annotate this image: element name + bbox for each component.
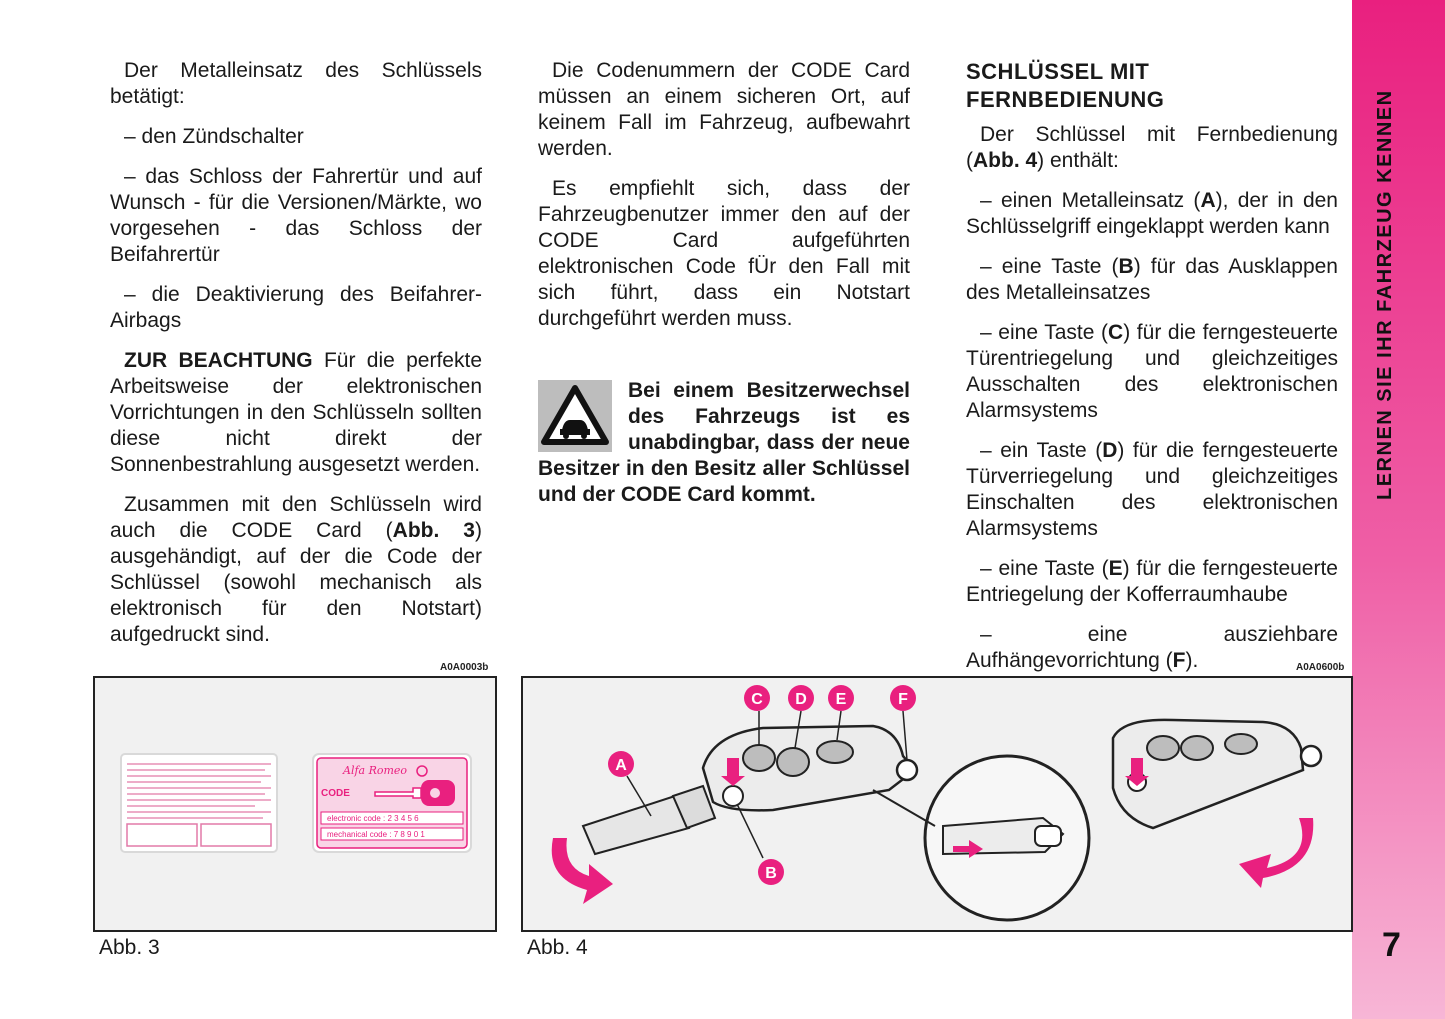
column-3 (966, 58, 1338, 688)
list-item (966, 254, 1338, 306)
text-fragment: ) für die ferngesteuerte Türentriegelung und gleichzeitiges Ausschalten des elektronischen Alarmsystems (966, 321, 1338, 422)
text-fragment: ) für das Ausklappen des Metalleinsatzes (966, 255, 1338, 304)
text-fragment: Zusammen mit den Schlüsseln wird auch die CODE Card ( (110, 493, 482, 542)
note-paragraph (110, 348, 482, 478)
card-brand: Alfa Romeo (343, 764, 408, 777)
list-item (966, 188, 1338, 240)
item-letter: D (1102, 439, 1118, 462)
label-e: E (835, 691, 847, 708)
paragraph (966, 122, 1338, 174)
paragraph: Es empfiehlt sich, dass der Fahrzeugbenutzer immer den auf der CODE Card aufgeführten elektronischen Code fÜr den Fall mit sich führt, dass ein Notstart durchgeführt werden muss. (538, 177, 910, 330)
chapter-sidebar (1352, 0, 1445, 1019)
list-item: – das Schloss der Fahrertür und auf Wunsch - für die Versionen/Märkte, wo vorgesehen - das Schloss der Beifahrertür (110, 165, 482, 266)
label-d: D (795, 691, 807, 708)
figure-code: A0A0600b (1296, 662, 1345, 673)
paragraph: Der Metalleinsatz des Schlüssels betätigt: (110, 59, 482, 108)
item-letter: F (1172, 649, 1186, 672)
text-fragment: ), der in den Schlüsselgriff eingeklappt werden kann (966, 189, 1338, 238)
text-fragment: – eine Taste ( (980, 255, 1119, 278)
column-1 (110, 58, 482, 662)
list-item (966, 622, 1338, 674)
heading-line: SCHLÜSSEL MIT (966, 59, 1150, 84)
text-fragment: – ein Taste ( (980, 439, 1103, 462)
text-fragment: ) ausgehändigt, auf der die Code der Schlüssel (sowohl mechanisch als elektronisch für den Notstart) aufgedruckt sind. (110, 519, 482, 646)
note-text: Für die perfekte Arbeitsweise der elektronischen Vorrichtungen in den Schlüsseln sollten diese nicht direkt der Sonnenbestrahlung ausgesetzt werden. (110, 349, 482, 476)
page-number: 7 (1382, 926, 1401, 964)
figure-caption: Abb. 3 (99, 936, 160, 959)
electronic-code: electronic code : 2 3 4 5 6 (327, 814, 419, 823)
heading-line: FERNBEDIENUNG (966, 87, 1165, 112)
text-fragment: ) enthält: (1037, 149, 1119, 172)
figure-reference: Abb. 3 (392, 519, 475, 542)
item-letter: B (1118, 255, 1134, 278)
card-code-label: CODE (321, 788, 350, 799)
text-fragment: ) für die ferngesteuerte Türverriegelung und gleichzeitiges Einschalten des elektronischen Alarmsystems (966, 439, 1339, 540)
metal-blade (583, 786, 715, 854)
label-a: A (615, 757, 627, 774)
list-item (966, 556, 1338, 608)
figure-caption: Abb. 4 (527, 936, 588, 959)
list-item: – die Deaktivierung des Beifahrer-Airbags (110, 283, 482, 332)
rotate-arrow-icon (1239, 818, 1313, 888)
text-fragment: – eine ausziehbare Aufhängevorrichtung ( (966, 623, 1338, 672)
text-fragment: – eine Taste ( (980, 557, 1109, 580)
list-item: – den Zündschalter (124, 125, 304, 148)
text-fragment: ). (1185, 649, 1199, 672)
text-fragment: – einen Metalleinsatz ( (980, 189, 1201, 212)
warning-block (538, 378, 910, 508)
item-letter: C (1108, 321, 1124, 344)
label-b: B (765, 865, 777, 882)
warning-car-icon (538, 380, 612, 452)
figure-code: A0A0003b (440, 662, 489, 673)
paragraph: Die Codenummern der CODE Card müssen an einem sicheren Ort, auf keinem Fall im Fahrzeug, aufbewahrt werden. (538, 59, 910, 160)
list-item (966, 320, 1338, 424)
remote-key-illustration (523, 678, 1351, 930)
chapter-title: LERNEN SIE IHR FAHRZEUG KENNEN (1374, 89, 1396, 500)
text-fragment: – eine Taste ( (980, 321, 1109, 344)
section-heading (966, 58, 1338, 114)
paragraph (110, 492, 482, 648)
item-letter: A (1200, 189, 1216, 212)
mechanical-code: mechanical code : 7 8 9 0 1 (327, 830, 425, 839)
item-letter: E (1108, 557, 1123, 580)
warning-text: Bei einem Besitzerwechsel des Fahrzeugs ist es unabdingbar, dass der neue Besitzer in den Besitz aller Schlüssel und der CODE Card kommt. (538, 379, 910, 506)
label-c: C (751, 691, 763, 708)
label-f: F (898, 691, 908, 708)
list-item (966, 438, 1338, 542)
code-card-illustration (95, 678, 495, 930)
figure-4 (521, 676, 1353, 932)
note-label: ZUR BEACHTUNG (124, 349, 313, 372)
column-2 (538, 58, 910, 346)
text-fragment: ) für die ferngesteuerte Entriegelung der Kofferraumhaube (966, 557, 1338, 606)
figure-3 (93, 676, 497, 932)
figure-reference: Abb. 4 (973, 149, 1038, 172)
text-fragment: Der Schlüssel mit Fernbedienung ( (966, 123, 1338, 172)
